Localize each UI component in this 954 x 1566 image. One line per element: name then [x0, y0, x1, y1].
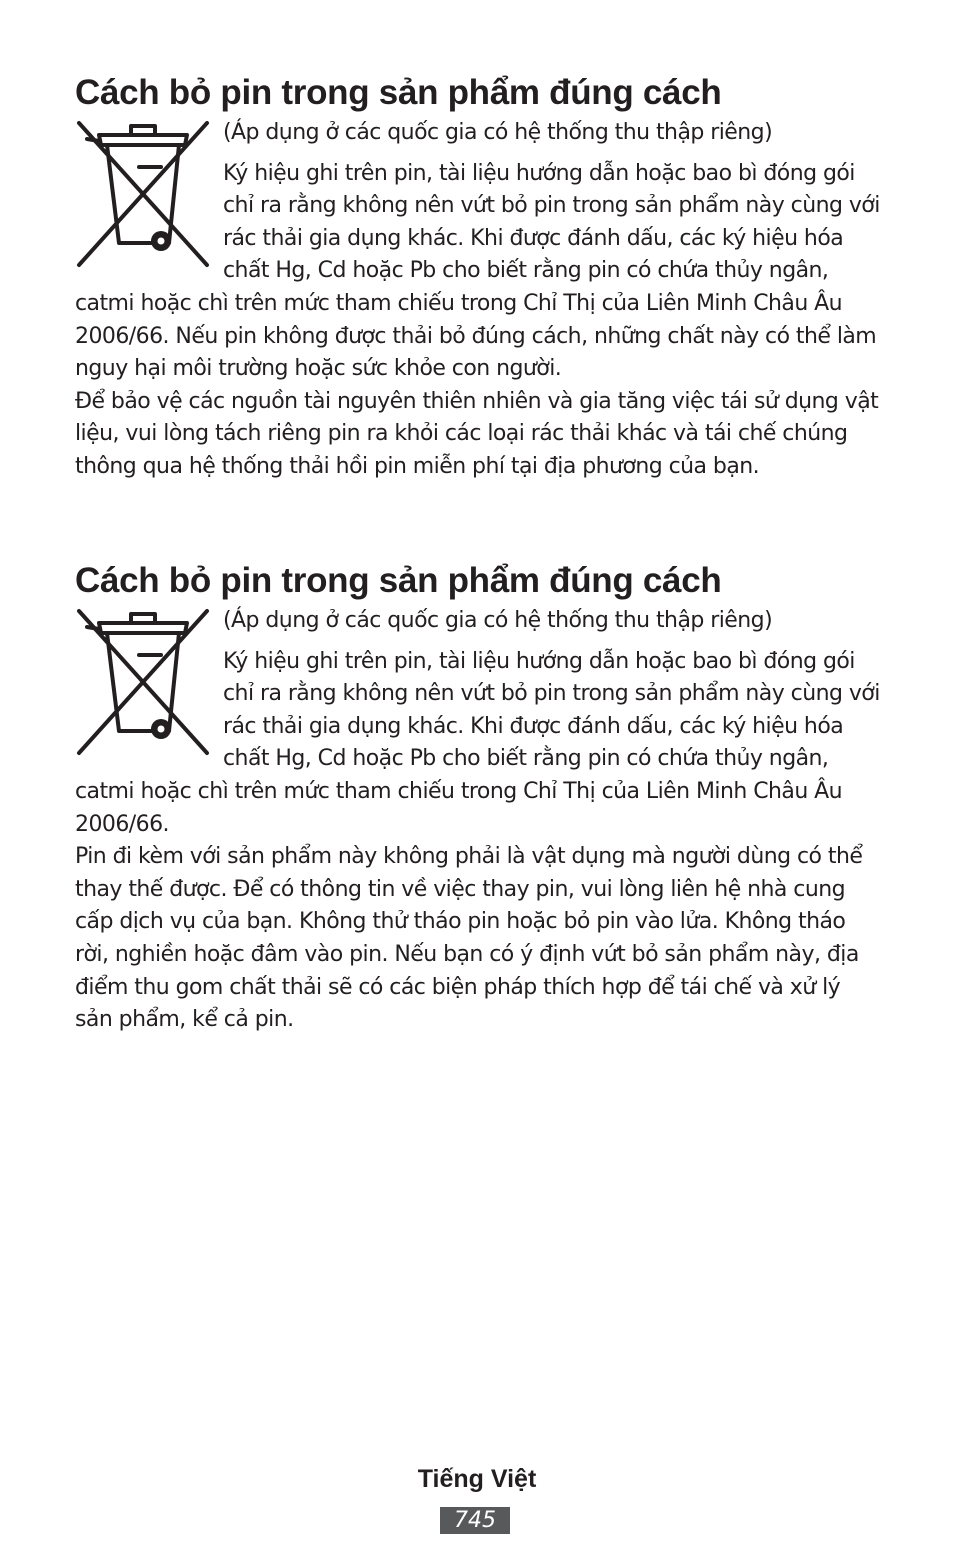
battery-disposal-section-2 [75, 560, 880, 1037]
applicability-note: (Áp dụng ở các quốc gia có hệ thống thu thập riêng) [223, 608, 773, 633]
symbol-explanation-text: Ký hiệu ghi trên pin, tài liệu hướng dẫn hoặc bao bì đóng gói chỉ ra rằng không nên vứt bỏ pin trong sản phẩm này cùng với rác thải gia dụng khác. Khi được đánh dấu, các ký hiệu hóa chất Hg, Cd hoặc Pb cho biết rằng pin có chứa thủy ngân, catmi hoặc chì trên mức tham chiếu trong Chỉ Thị của Liên Minh Châu Âu 2006/66. Nếu pin không được thải bỏ đúng cách, những chất này có thể làm nguy hại môi trường hoặc sức khỏe con người. [75, 160, 880, 382]
footer-language-label: Tiếng Việt [417, 1465, 537, 1493]
page-number-badge: 745 [440, 1507, 510, 1534]
battery-disposal-section-1 [75, 72, 880, 484]
symbol-explanation-text: Ký hiệu ghi trên pin, tài liệu hướng dẫn hoặc bao bì đóng gói chỉ ra rằng không nên vứt bỏ pin trong sản phẩm này cùng với rác thải gia dụng khác. Khi được đánh dấu, các ký hiệu hóa chất Hg, Cd hoặc Pb cho biết rằng pin có chứa thủy ngân, catmi hoặc chì trên mức tham chiếu trong Chỉ Thị của Liên Minh Châu Âu 2006/66. [75, 648, 880, 837]
non-removable-battery-paragraph: Pin đi kèm với sản phẩm này không phải là vật dụng mà người dùng có thể thay thế được. Để có thông tin về việc thay pin, vui lòng liên hệ nhà cung cấp dịch vụ của bạn. Không thử tháo pin hoặc bỏ pin vào lửa. Không tháo rời, nghiền hoặc đâm vào pin. Nếu bạn có ý định vứt bỏ sản phẩm này, địa điểm thu gom chất thải sẽ có các biện pháp thích hợp để tái chế và xử lý sản phẩm, kể cả pin. [75, 844, 863, 1033]
section-body [75, 605, 880, 1037]
section-body [75, 117, 880, 484]
section-title: Cách bỏ pin trong sản phẩm đúng cách [75, 561, 722, 600]
crossed-out-wheelie-bin-icon [75, 119, 211, 271]
applicability-note: (Áp dụng ở các quốc gia có hệ thống thu thập riêng) [223, 120, 773, 145]
recycling-paragraph: Để bảo vệ các nguồn tài nguyên thiên nhiên và gia tăng việc tái sử dụng vật liệu, vui lòng tách riêng pin ra khỏi các loại rác thải khác và tái chế chúng thông qua hệ thống thải hồi pin miễn phí tại địa phương của bạn. [75, 388, 879, 479]
crossed-out-wheelie-bin-icon [75, 607, 211, 759]
section-title: Cách bỏ pin trong sản phẩm đúng cách [75, 73, 722, 112]
